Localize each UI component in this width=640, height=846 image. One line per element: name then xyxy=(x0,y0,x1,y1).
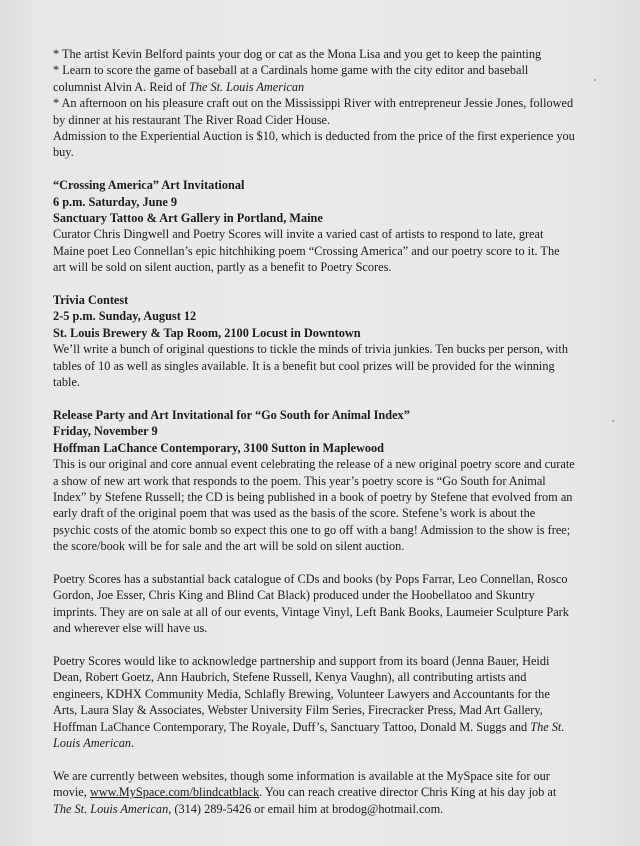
event-body-line: early draft of the original poem that was used as the basis of the score. Stefene’s work is about the xyxy=(53,506,536,521)
event-crossing-america xyxy=(53,177,581,275)
event-title: “Crossing America” Art Invitational xyxy=(53,178,245,193)
intro-section xyxy=(53,46,581,161)
event-body-line: the score/book will be for sale and the art will be sold on silent auction. xyxy=(53,539,405,554)
event-body-line: art will be sold on silent auction, partly as a benefit to Poetry Scores. xyxy=(53,260,392,275)
event-body-line: tables of 10 as well as singles available. It is a benefit but cool prizes will be provided for the winning xyxy=(53,358,555,373)
paragraph-line: engineers, KDHX Community Media, Schlafly Brewing, Volunteer Lawyers and Accountants for the xyxy=(53,686,550,701)
event-release-party xyxy=(53,407,581,555)
publication-name: Louis American xyxy=(53,735,131,750)
bullet-mona-lisa: * The artist Kevin Belford paints your dog or cat as the Mona Lisa and you get to keep the painting xyxy=(53,47,542,61)
acknowledgement-paragraph xyxy=(53,653,581,751)
event-body-line: Curator Chris Dingwell and Poetry Scores will invite a varied cast of artists to respond to late, great xyxy=(53,227,544,242)
event-body-line: We’ll write a bunch of original questions to tickle the minds of trivia junkies. Ten bucks per person, with xyxy=(53,342,568,357)
paragraph-line: Hoffman LaChance Contemporary, The Royale, Duff’s, Sanctuary Tattoo, Donald M. Suggs and The St. xyxy=(53,719,565,734)
event-date: Friday, November 9 xyxy=(53,424,158,439)
document-body xyxy=(53,46,581,817)
event-title: Release Party and Art Invitational for “Go South for Animal Index” xyxy=(53,407,410,422)
event-venue: St. Louis Brewery & Tap Room, 2100 Locust in Downtown xyxy=(53,325,361,340)
paragraph-line: Poetry Scores would like to acknowledge partnership and support from its board (Jenna Bauer, Heidi xyxy=(53,653,550,668)
paragraph-line: Dean, Robert Goetz, Ann Haubrich, Stefene Russell, Kenya Vaughn), all contributing artists and xyxy=(53,670,527,685)
paragraph-line: Poetry Scores has a substantial back catalogue of CDs and books (by Pops Farrar, Leo Connellan, Rosco xyxy=(53,571,568,586)
paragraph-line: and wherever else will have us. xyxy=(53,621,208,636)
bullet-river-1: * An afternoon on his pleasure craft out on the Mississippi River with entrepreneur Jessie Jones, followed xyxy=(53,96,574,111)
event-body-line: This is our original and core annual event celebrating the release of a new original poetry score and curate xyxy=(53,457,575,472)
paragraph-line: movie, www.MySpace.com/blindcatblack. You can reach creative director Chris King at his day job at xyxy=(53,785,557,800)
event-body-line: psychic costs of the atomic bomb so expect this one to go off with a bang! Admission to the show is free; xyxy=(53,522,571,537)
admission-text-1: Admission to the Experiential Auction is $10, which is deducted from the price of the first experience you xyxy=(53,129,575,144)
websites-paragraph xyxy=(53,768,581,817)
publication-name: The St. Louis American xyxy=(53,801,169,816)
event-body-line: Index” by Stefene Russell; the CD is being published in a book of poetry by Stefene that evolved from an xyxy=(53,489,573,504)
publication-name: The St. Louis American xyxy=(188,79,305,94)
event-venue: Hoffman LaChance Contemporary, 3100 Sutton in Maplewood xyxy=(53,440,385,455)
publication-name: The St. xyxy=(530,719,565,734)
paragraph-line: Gordon, Joe Esser, Chris King and Blind Cat Black) produced under the Hoobellatoo and Skuntry xyxy=(53,588,535,603)
event-body-line: table. xyxy=(53,375,80,390)
event-body-line: Maine poet Leo Connellan’s epic hitchhiking poem “Crossing America” and our poetry score to it. The xyxy=(53,243,560,258)
paragraph-line: We are currently between websites, though some information is available at the MySpace site for our xyxy=(53,768,550,783)
bullet-baseball-2: columnist Alvin A. Reid of The St. Louis American xyxy=(53,79,305,94)
event-title: Trivia Contest xyxy=(53,293,129,308)
admission-text-2: buy. xyxy=(53,145,74,160)
myspace-link[interactable]: www.MySpace.com/blindcatblack xyxy=(89,785,260,800)
paragraph-line: imprints. They are on sale at all of our events, Vintage Vinyl, Left Bank Books, Laumeier Sculpture Park xyxy=(53,604,569,619)
paragraph-line: The St. Louis American, (314) 289-5426 or email him at brodog@hotmail.com. xyxy=(53,801,444,816)
event-venue: Sanctuary Tattoo & Art Gallery in Portland, Maine xyxy=(53,211,323,226)
paragraph-line: Louis American. xyxy=(53,735,135,750)
event-body-line: a show of new art work that responds to the poem. This year’s poetry score is “Go South for Animal xyxy=(53,473,546,488)
bullet-river-2: by dinner at his restaurant The River Road Cider House. xyxy=(53,112,331,127)
event-trivia-contest xyxy=(53,292,581,390)
event-date: 2-5 p.m. Sunday, August 12 xyxy=(53,309,197,324)
event-date: 6 p.m. Saturday, June 9 xyxy=(53,194,178,209)
catalogue-paragraph xyxy=(53,571,581,637)
paragraph-line: Arts, Laura Slay & Associates, Webster University Film Series, Firecracker Press, Mad Art Gallery, xyxy=(53,703,543,718)
bullet-baseball-1: * Learn to score the game of baseball at a Cardinals home game with the city editor and baseball xyxy=(53,63,529,78)
